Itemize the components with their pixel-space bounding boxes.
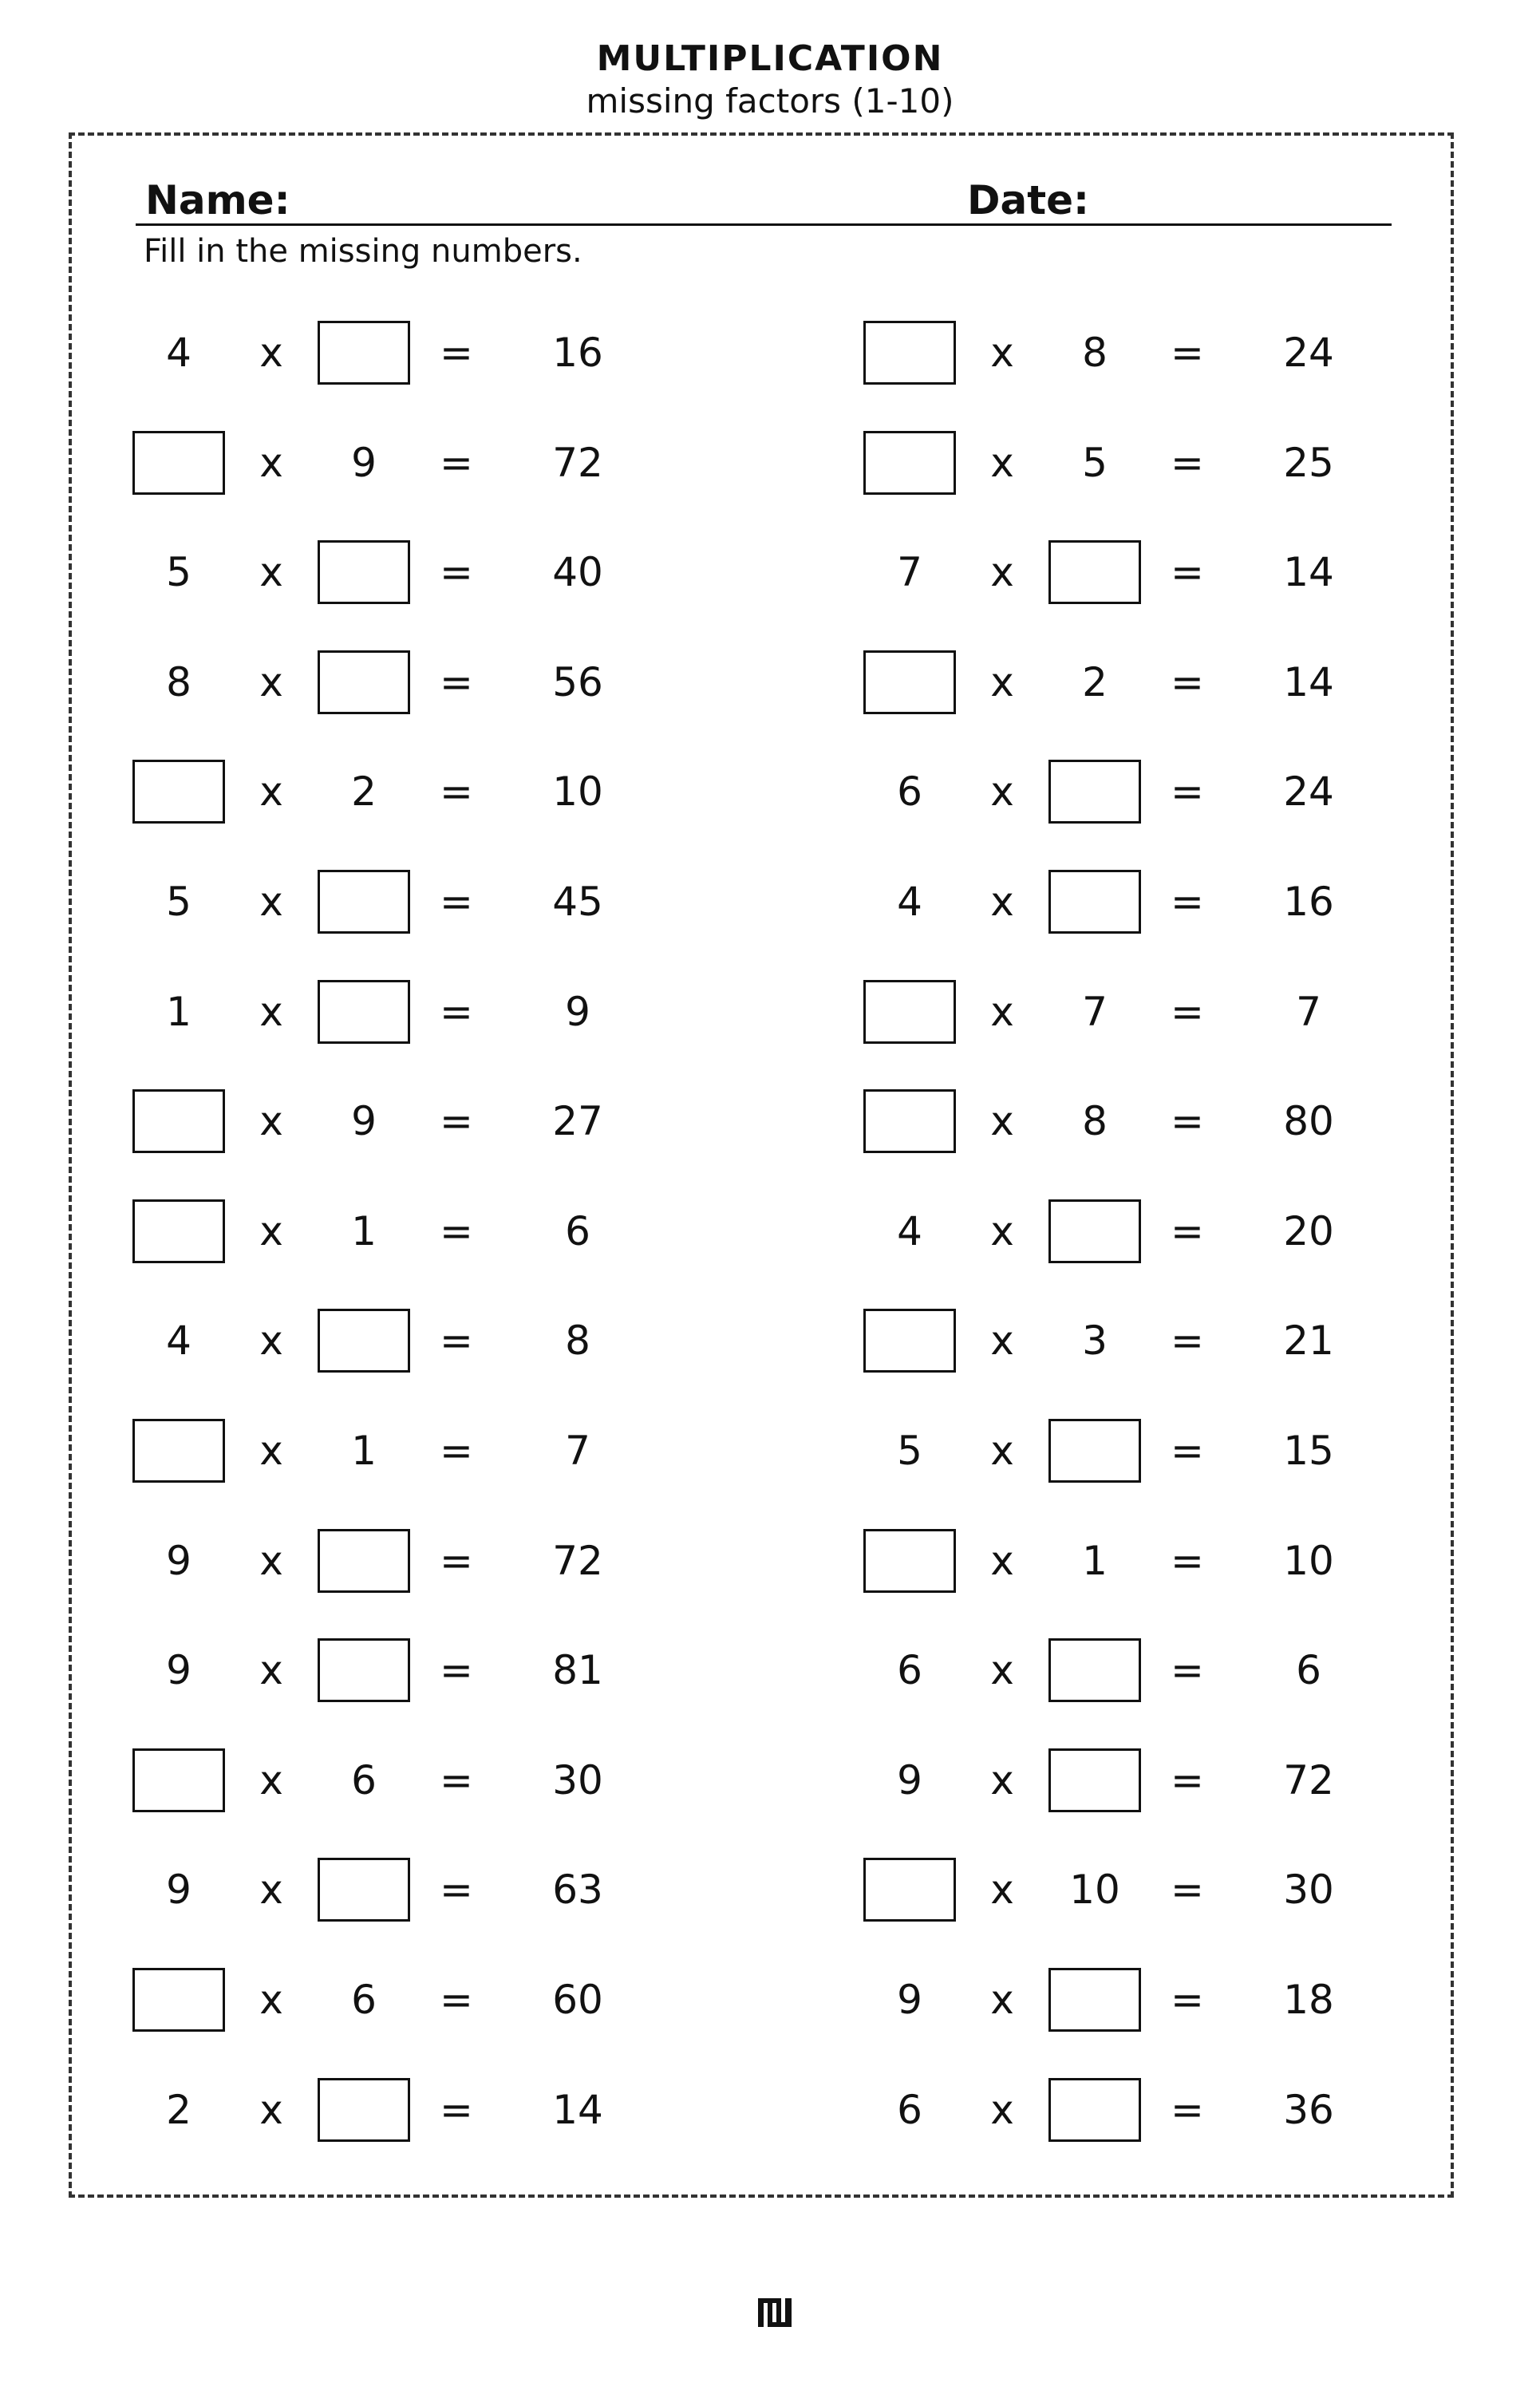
answer-box-cell [863, 1088, 956, 1155]
product: 20 [1283, 1208, 1334, 1254]
times-sign: x [259, 1538, 283, 1584]
second-factor: 6 [351, 1977, 377, 2023]
answer-box-cell [863, 1856, 956, 1923]
product: 40 [552, 549, 603, 595]
second-factor: 9 [351, 1098, 377, 1144]
times-sign: x [259, 1098, 283, 1144]
answer-box-cell [132, 429, 225, 496]
problem-row [863, 1417, 1540, 1484]
product: 6 [1296, 1647, 1321, 1693]
answer-box[interactable] [132, 1968, 225, 2032]
first-factor: 4 [897, 879, 922, 925]
answer-box[interactable] [863, 980, 956, 1044]
answer-box[interactable] [863, 431, 956, 495]
times-sign: x [990, 1647, 1014, 1693]
equals-sign: = [440, 989, 473, 1035]
product: 45 [552, 879, 603, 925]
answer-box-cell [318, 1856, 410, 1923]
worksheet-subtitle: missing factors (1-10) [586, 81, 954, 120]
problem-row [132, 1637, 835, 1704]
answer-box-cell [132, 758, 225, 825]
answer-box[interactable] [863, 1858, 956, 1922]
problem-row [132, 1088, 835, 1155]
first-factor: 8 [166, 659, 192, 705]
equals-sign: = [1171, 1317, 1204, 1364]
product: 8 [565, 1317, 590, 1364]
product: 56 [552, 659, 603, 705]
product: 16 [1283, 879, 1334, 925]
problem-row [132, 1417, 835, 1484]
product: 72 [552, 1538, 603, 1584]
equals-sign: = [440, 1757, 473, 1803]
worksheet-title: MULTIPLICATION [596, 38, 944, 79]
times-sign: x [259, 1317, 283, 1364]
product: 14 [1283, 549, 1334, 595]
answer-box-cell [1048, 539, 1141, 606]
problem-row [863, 1966, 1540, 2033]
problem-row [863, 1527, 1540, 1594]
problem-row [132, 649, 835, 716]
second-factor: 3 [1082, 1317, 1108, 1364]
times-sign: x [990, 1428, 1014, 1474]
second-factor: 1 [351, 1428, 377, 1474]
problem-row [863, 319, 1540, 386]
answer-box-cell [1048, 1637, 1141, 1704]
answer-box[interactable] [1048, 760, 1141, 824]
equals-sign: = [1171, 1428, 1204, 1474]
equals-sign: = [440, 2087, 473, 2133]
answer-box[interactable] [863, 1089, 956, 1153]
answer-box[interactable] [863, 650, 956, 714]
equals-sign: = [440, 1098, 473, 1144]
problem-row [863, 758, 1540, 825]
answer-box[interactable] [318, 980, 410, 1044]
answer-box[interactable] [1048, 1638, 1141, 1702]
answer-box-cell [318, 2076, 410, 2143]
product: 81 [552, 1647, 603, 1693]
problem-row [132, 1198, 835, 1265]
times-sign: x [990, 330, 1014, 376]
times-sign: x [990, 1757, 1014, 1803]
answer-box[interactable] [132, 1419, 225, 1483]
answer-box[interactable] [1048, 1968, 1141, 2032]
answer-box-cell [1048, 1417, 1141, 1484]
equals-sign: = [1171, 330, 1204, 376]
answer-box-cell [318, 1637, 410, 1704]
problem-row [863, 1747, 1540, 1814]
equals-sign: = [1171, 1098, 1204, 1144]
problem-row [863, 1637, 1540, 1704]
product: 60 [552, 1977, 603, 2023]
product: 21 [1283, 1317, 1334, 1364]
answer-box[interactable] [318, 2078, 410, 2142]
date-label: Date: [967, 177, 1090, 223]
times-sign: x [990, 1208, 1014, 1254]
answer-box[interactable] [318, 1529, 410, 1593]
problem-row [132, 319, 835, 386]
times-sign: x [990, 440, 1014, 486]
times-sign: x [259, 659, 283, 705]
product: 72 [1283, 1757, 1334, 1803]
answer-box-cell [1048, 1966, 1141, 2033]
second-factor: 9 [351, 440, 377, 486]
problem-row [132, 429, 835, 496]
problem-row [863, 1088, 1540, 1155]
problem-row [132, 758, 835, 825]
answer-box-cell [132, 1088, 225, 1155]
answer-box-cell [1048, 758, 1141, 825]
equals-sign: = [1171, 549, 1204, 595]
times-sign: x [259, 768, 283, 815]
problem-row [132, 1856, 835, 1923]
second-factor: 10 [1069, 1867, 1120, 1913]
problem-row [863, 539, 1540, 606]
product: 24 [1283, 768, 1334, 815]
product: 10 [1283, 1538, 1334, 1584]
problem-row [132, 868, 835, 935]
answer-box-cell [318, 649, 410, 716]
answer-box[interactable] [318, 650, 410, 714]
problem-row [132, 1527, 835, 1594]
equals-sign: = [1171, 659, 1204, 705]
times-sign: x [259, 989, 283, 1035]
equals-sign: = [1171, 2087, 1204, 2133]
answer-box-cell [132, 1198, 225, 1265]
equals-sign: = [440, 1538, 473, 1584]
second-factor: 6 [351, 1757, 377, 1803]
answer-box-cell [863, 1307, 956, 1374]
problem-row [132, 539, 835, 606]
first-factor: 1 [166, 989, 192, 1035]
times-sign: x [990, 1538, 1014, 1584]
times-sign: x [990, 2087, 1014, 2133]
times-sign: x [990, 1867, 1014, 1913]
equals-sign: = [440, 1317, 473, 1364]
answer-box[interactable] [318, 321, 410, 385]
answer-box-cell [863, 429, 956, 496]
second-factor: 1 [1082, 1538, 1108, 1584]
product: 15 [1283, 1428, 1334, 1474]
times-sign: x [259, 879, 283, 925]
answer-box-cell [1048, 868, 1141, 935]
answer-box-cell [318, 978, 410, 1045]
answer-box-cell [132, 1747, 225, 1814]
answer-box[interactable] [1048, 2078, 1141, 2142]
times-sign: x [990, 1098, 1014, 1144]
answer-box-cell [1048, 1198, 1141, 1265]
times-sign: x [259, 440, 283, 486]
times-sign: x [990, 768, 1014, 815]
first-factor: 9 [166, 1867, 192, 1913]
product: 24 [1283, 330, 1334, 376]
problem-row [863, 978, 1540, 1045]
product: 80 [1283, 1098, 1334, 1144]
equals-sign: = [440, 1428, 473, 1474]
second-factor: 1 [351, 1208, 377, 1254]
answer-box-cell [318, 319, 410, 386]
first-factor: 4 [166, 1317, 192, 1364]
first-factor: 6 [897, 768, 922, 815]
problem-row [863, 868, 1540, 935]
product: 25 [1283, 440, 1334, 486]
product: 63 [552, 1867, 603, 1913]
answer-box-cell [863, 1527, 956, 1594]
problem-row [863, 1307, 1540, 1374]
times-sign: x [990, 659, 1014, 705]
answer-box[interactable] [318, 540, 410, 604]
product: 10 [552, 768, 603, 815]
answer-box[interactable] [132, 1089, 225, 1153]
times-sign: x [259, 330, 283, 376]
product: 14 [1283, 659, 1334, 705]
product: 18 [1283, 1977, 1334, 2023]
times-sign: x [990, 1977, 1014, 2023]
answer-box[interactable] [1048, 870, 1141, 934]
answer-box[interactable] [863, 1529, 956, 1593]
equals-sign: = [1171, 1538, 1204, 1584]
equals-sign: = [440, 1208, 473, 1254]
times-sign: x [259, 1757, 283, 1803]
answer-box[interactable] [132, 431, 225, 495]
product: 14 [552, 2087, 603, 2133]
equals-sign: = [1171, 1757, 1204, 1803]
name-label: Name: [145, 177, 290, 223]
times-sign: x [259, 2087, 283, 2133]
answer-box[interactable] [1048, 1419, 1141, 1483]
product: 6 [565, 1208, 590, 1254]
product: 72 [552, 440, 603, 486]
answer-box-cell [132, 1417, 225, 1484]
times-sign: x [259, 549, 283, 595]
times-sign: x [259, 1428, 283, 1474]
first-factor: 5 [166, 879, 192, 925]
equals-sign: = [1171, 1208, 1204, 1254]
first-factor: 9 [166, 1538, 192, 1584]
answer-box[interactable] [318, 1858, 410, 1922]
first-factor: 6 [897, 2087, 922, 2133]
answer-box-cell [863, 649, 956, 716]
problem-row [863, 429, 1540, 496]
equals-sign: = [1171, 440, 1204, 486]
instructions: Fill in the missing numbers. [144, 233, 582, 270]
first-factor: 4 [166, 330, 192, 376]
second-factor: 7 [1082, 989, 1108, 1035]
times-sign: x [990, 879, 1014, 925]
product: 7 [565, 1428, 590, 1474]
problem-row [132, 2076, 835, 2143]
answer-box-cell [318, 539, 410, 606]
times-sign: x [990, 989, 1014, 1035]
problem-row [863, 1198, 1540, 1265]
product: 7 [1296, 989, 1321, 1035]
times-sign: x [259, 1208, 283, 1254]
problem-row [863, 649, 1540, 716]
problem-row [863, 1856, 1540, 1923]
equals-sign: = [1171, 989, 1204, 1035]
equals-sign: = [440, 1647, 473, 1693]
product: 9 [565, 989, 590, 1035]
product: 16 [552, 330, 603, 376]
answer-box-cell [318, 1527, 410, 1594]
equals-sign: = [440, 440, 473, 486]
first-factor: 9 [166, 1647, 192, 1693]
problem-row [132, 1307, 835, 1374]
product: 30 [552, 1757, 603, 1803]
first-factor: 9 [897, 1757, 922, 1803]
equals-sign: = [440, 879, 473, 925]
times-sign: x [259, 1647, 283, 1693]
equals-sign: = [440, 549, 473, 595]
times-sign: x [990, 549, 1014, 595]
equals-sign: = [440, 659, 473, 705]
answer-box[interactable] [132, 1199, 225, 1263]
equals-sign: = [1171, 879, 1204, 925]
answer-box-cell [1048, 2076, 1141, 2143]
answer-box[interactable] [132, 760, 225, 824]
problem-row [132, 1747, 835, 1814]
first-factor: 6 [897, 1647, 922, 1693]
name-date-line [136, 223, 1392, 226]
answer-box[interactable] [318, 870, 410, 934]
answer-box[interactable] [132, 1748, 225, 1812]
equals-sign: = [440, 330, 473, 376]
product: 27 [552, 1098, 603, 1144]
second-factor: 8 [1082, 330, 1108, 376]
answer-box[interactable] [318, 1309, 410, 1373]
first-factor: 5 [897, 1428, 922, 1474]
second-factor: 5 [1082, 440, 1108, 486]
answer-box-cell [863, 978, 956, 1045]
equals-sign: = [1171, 1867, 1204, 1913]
problem-row [132, 978, 835, 1045]
answer-box-cell [318, 1307, 410, 1374]
times-sign: x [259, 1977, 283, 2023]
answer-box[interactable] [318, 1638, 410, 1702]
answer-box[interactable] [1048, 1199, 1141, 1263]
times-sign: x [990, 1317, 1014, 1364]
first-factor: 7 [897, 549, 922, 595]
product: 30 [1283, 1867, 1334, 1913]
times-sign: x [259, 1867, 283, 1913]
answer-box[interactable] [863, 1309, 956, 1373]
second-factor: 8 [1082, 1098, 1108, 1144]
second-factor: 2 [1082, 659, 1108, 705]
first-factor: 2 [166, 2087, 192, 2133]
brand-logo-icon [756, 2295, 793, 2330]
problem-row [132, 1966, 835, 2033]
first-factor: 5 [166, 549, 192, 595]
answer-box[interactable] [1048, 540, 1141, 604]
problem-row [863, 2076, 1540, 2143]
first-factor: 9 [897, 1977, 922, 2023]
answer-box-cell [318, 868, 410, 935]
equals-sign: = [440, 768, 473, 815]
equals-sign: = [440, 1977, 473, 2023]
answer-box-cell [132, 1966, 225, 2033]
equals-sign: = [440, 1867, 473, 1913]
answer-box-cell [1048, 1747, 1141, 1814]
equals-sign: = [1171, 768, 1204, 815]
first-factor: 4 [897, 1208, 922, 1254]
equals-sign: = [1171, 1647, 1204, 1693]
product: 36 [1283, 2087, 1334, 2133]
answer-box[interactable] [1048, 1748, 1141, 1812]
answer-box-cell [863, 319, 956, 386]
answer-box[interactable] [863, 321, 956, 385]
equals-sign: = [1171, 1977, 1204, 2023]
second-factor: 2 [351, 768, 377, 815]
